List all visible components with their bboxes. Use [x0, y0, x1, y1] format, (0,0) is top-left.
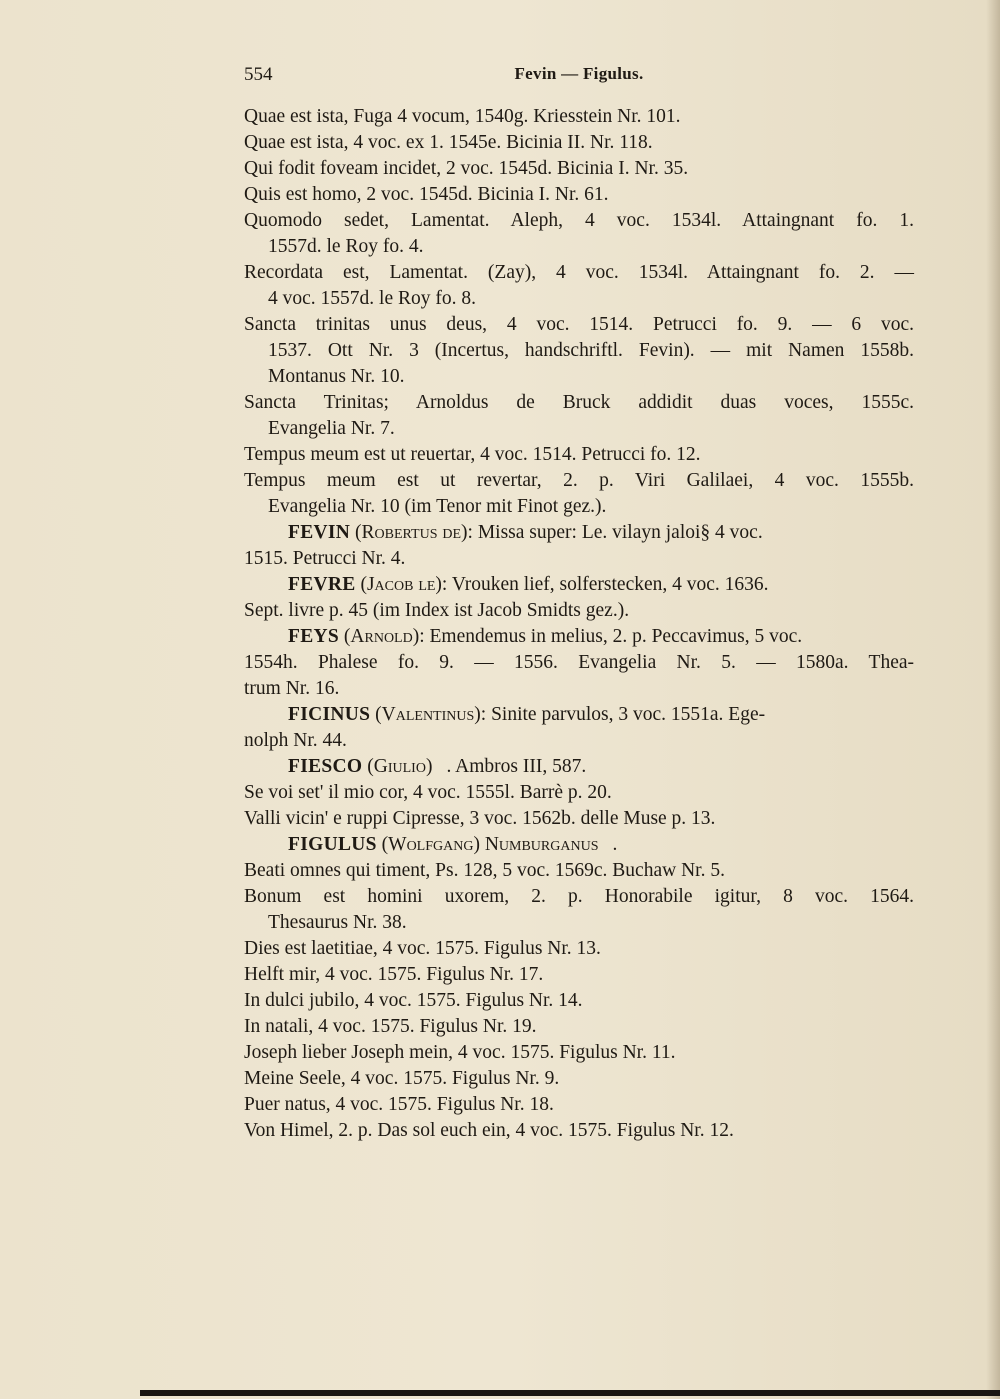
- composer-name: FIESCO: [288, 756, 363, 777]
- entry-text: Quomodo sedet, Lamentat. Aleph, 4 voc. 1534l. Attaingnant fo. 1.: [244, 210, 914, 231]
- entry-line: [244, 806, 914, 832]
- entry-text: Quae est ista, Fuga 4 vocum, 1540g. Kriesstein Nr. 101.: [244, 106, 681, 127]
- composer-entry: [244, 572, 914, 598]
- page-number: 554: [244, 64, 273, 85]
- entry-line: [244, 1118, 914, 1144]
- entry-text: Evangelia Nr. 10 (im Tenor mit Finot gez.).: [268, 496, 607, 517]
- entry-line: [244, 910, 914, 936]
- entry-text: Thesaurus Nr. 38.: [268, 912, 407, 933]
- entry-text: Von Himel, 2. p. Das sol euch ein, 4 voc. 1575. Figulus Nr. 12.: [244, 1120, 734, 1141]
- entry-text: trum Nr. 16.: [244, 678, 340, 699]
- composer-forename: (Valentinus): [375, 704, 481, 725]
- bottom-rule: [140, 1390, 1000, 1396]
- entry-text: Quae est ista, 4 voc. ex 1. 1545e. Bicinia II. Nr. 118.: [244, 132, 653, 153]
- entry-text: : Emendemus in melius, 2. p. Peccavimus, 5 voc.: [419, 626, 803, 647]
- entry-text: In dulci jubilo, 4 voc. 1575. Figulus Nr. 14.: [244, 990, 583, 1011]
- entry-text: Tempus meum est ut revertar, 2. p. Viri Galilaei, 4 voc. 1555b.: [244, 470, 914, 491]
- entry-text: Dies est laetitiae, 4 voc. 1575. Figulus Nr. 13.: [244, 938, 601, 959]
- entry-line: [244, 286, 914, 312]
- composer-name: FEVRE: [288, 574, 356, 595]
- entry-line: [244, 156, 914, 182]
- entry-text: Montanus Nr. 10.: [268, 366, 405, 387]
- entry-line: [244, 884, 914, 910]
- entry-text: Quis est homo, 2 voc. 1545d. Bicinia I. Nr. 61.: [244, 184, 609, 205]
- entry-line: [244, 962, 914, 988]
- composer-entry: [244, 520, 914, 546]
- entry-line: [244, 1040, 914, 1066]
- entry-text: Valli vicin' e ruppi Cipresse, 3 voc. 1562b. delle Muse p. 13.: [244, 808, 716, 829]
- entry-line: [244, 546, 914, 572]
- entry-line: [244, 260, 914, 286]
- entry-line: [244, 780, 914, 806]
- entry-text: Meine Seele, 4 voc. 1575. Figulus Nr. 9.: [244, 1068, 560, 1089]
- entry-text: In natali, 4 voc. 1575. Figulus Nr. 19.: [244, 1016, 537, 1037]
- entry-line: [244, 1014, 914, 1040]
- entry-text: Sept. livre p. 45 (im Index ist Jacob Smidts gez.).: [244, 600, 630, 621]
- composer-forename: (Giulio): [367, 756, 433, 777]
- entry-line: [244, 442, 914, 468]
- entry-line: [244, 182, 914, 208]
- entry-text: 4 voc. 1557d. le Roy fo. 8.: [268, 288, 476, 309]
- entry-line: [244, 598, 914, 624]
- entry-line: [244, 988, 914, 1014]
- entry-line: [244, 338, 914, 364]
- entry-line: [244, 494, 914, 520]
- entry-text: 1537. Ott Nr. 3 (Incertus, handschriftl. Fevin). — mit Namen 1558b.: [268, 340, 914, 361]
- entry-line: [244, 1092, 914, 1118]
- composer-entry: [244, 702, 914, 728]
- composer-name: FEYS: [288, 626, 340, 647]
- entry-text: Evangelia Nr. 7.: [268, 418, 395, 439]
- entry-text: Qui fodit foveam incidet, 2 voc. 1545d. Bicinia I. Nr. 35.: [244, 158, 689, 179]
- entry-line: [244, 728, 914, 754]
- composer-entry: [244, 832, 914, 858]
- composer-name: FICINUS: [288, 704, 371, 725]
- entry-text: : Sinite parvulos, 3 voc. 1551a. Ege-: [480, 704, 766, 725]
- entry-text: Beati omnes qui timent, Ps. 128, 5 voc. 1569c. Buchaw Nr. 5.: [244, 860, 725, 881]
- page-header: [244, 64, 914, 88]
- page-edge-shadow: [986, 0, 1000, 1399]
- entry-line: [244, 650, 914, 676]
- entry-line: [244, 208, 914, 234]
- entry-text: Helft mir, 4 voc. 1575. Figulus Nr. 17.: [244, 964, 544, 985]
- entry-line: [244, 858, 914, 884]
- composer-forename: (Jacob le): [360, 574, 442, 595]
- entry-line: [244, 364, 914, 390]
- entry-text: 1554h. Phalese fo. 9. — 1556. Evangelia Nr. 5. — 1580a. Thea-: [244, 652, 914, 673]
- entry-text: Sancta trinitas unus deus, 4 voc. 1514. Petrucci fo. 9. — 6 voc.: [244, 314, 914, 335]
- entry-line: [244, 676, 914, 702]
- entry-text: 1515. Petrucci Nr. 4.: [244, 548, 406, 569]
- entry-text: Joseph lieber Joseph mein, 4 voc. 1575. Figulus Nr. 11.: [244, 1042, 676, 1063]
- running-head: Fevin — Figulus.: [514, 64, 644, 83]
- entry-line: [244, 936, 914, 962]
- composer-name: FIGULUS: [288, 834, 377, 855]
- composer-entry: [244, 754, 914, 780]
- entry-line: [244, 130, 914, 156]
- entry-line: [244, 468, 914, 494]
- entry-text: 1557d. le Roy fo. 4.: [268, 236, 424, 257]
- composer-name: FEVIN: [288, 522, 351, 543]
- entry-text: nolph Nr. 44.: [244, 730, 347, 751]
- entry-text: . Ambros III, 587.: [446, 756, 587, 777]
- entry-line: [244, 312, 914, 338]
- entry-text: : Vrouken lief, solferstecken, 4 voc. 1636.: [441, 574, 769, 595]
- entry-text: Tempus meum est ut reuertar, 4 voc. 1514. Petrucci fo. 12.: [244, 444, 701, 465]
- composer-forename: (Arnold): [343, 626, 420, 647]
- entry-line: [244, 416, 914, 442]
- entry-text: : Missa super: Le. vilayn jaloi§ 4 voc.: [467, 522, 763, 543]
- entry-text: Bonum est homini uxorem, 2. p. Honorabile igitur, 8 voc. 1564.: [244, 886, 914, 907]
- entry-line: [244, 390, 914, 416]
- composer-forename: (Wolfgang) Numburganus: [381, 834, 599, 855]
- entry-text: Recordata est, Lamentat. (Zay), 4 voc. 1534l. Attaingnant fo. 2. —: [244, 262, 914, 283]
- entry-line: [244, 104, 914, 130]
- entry-text: .: [612, 834, 618, 855]
- composer-forename: (Robertus de): [355, 522, 468, 543]
- entry-line: [244, 1066, 914, 1092]
- entry-line: [244, 234, 914, 260]
- catalog-entries: [244, 104, 914, 1144]
- entry-text: Sancta Trinitas; Arnoldus de Bruck addidit duas voces, 1555c.: [244, 392, 914, 413]
- composer-entry: [244, 624, 914, 650]
- entry-text: Se voi set' il mio cor, 4 voc. 1555l. Barrè p. 20.: [244, 782, 612, 803]
- entry-text: Puer natus, 4 voc. 1575. Figulus Nr. 18.: [244, 1094, 554, 1115]
